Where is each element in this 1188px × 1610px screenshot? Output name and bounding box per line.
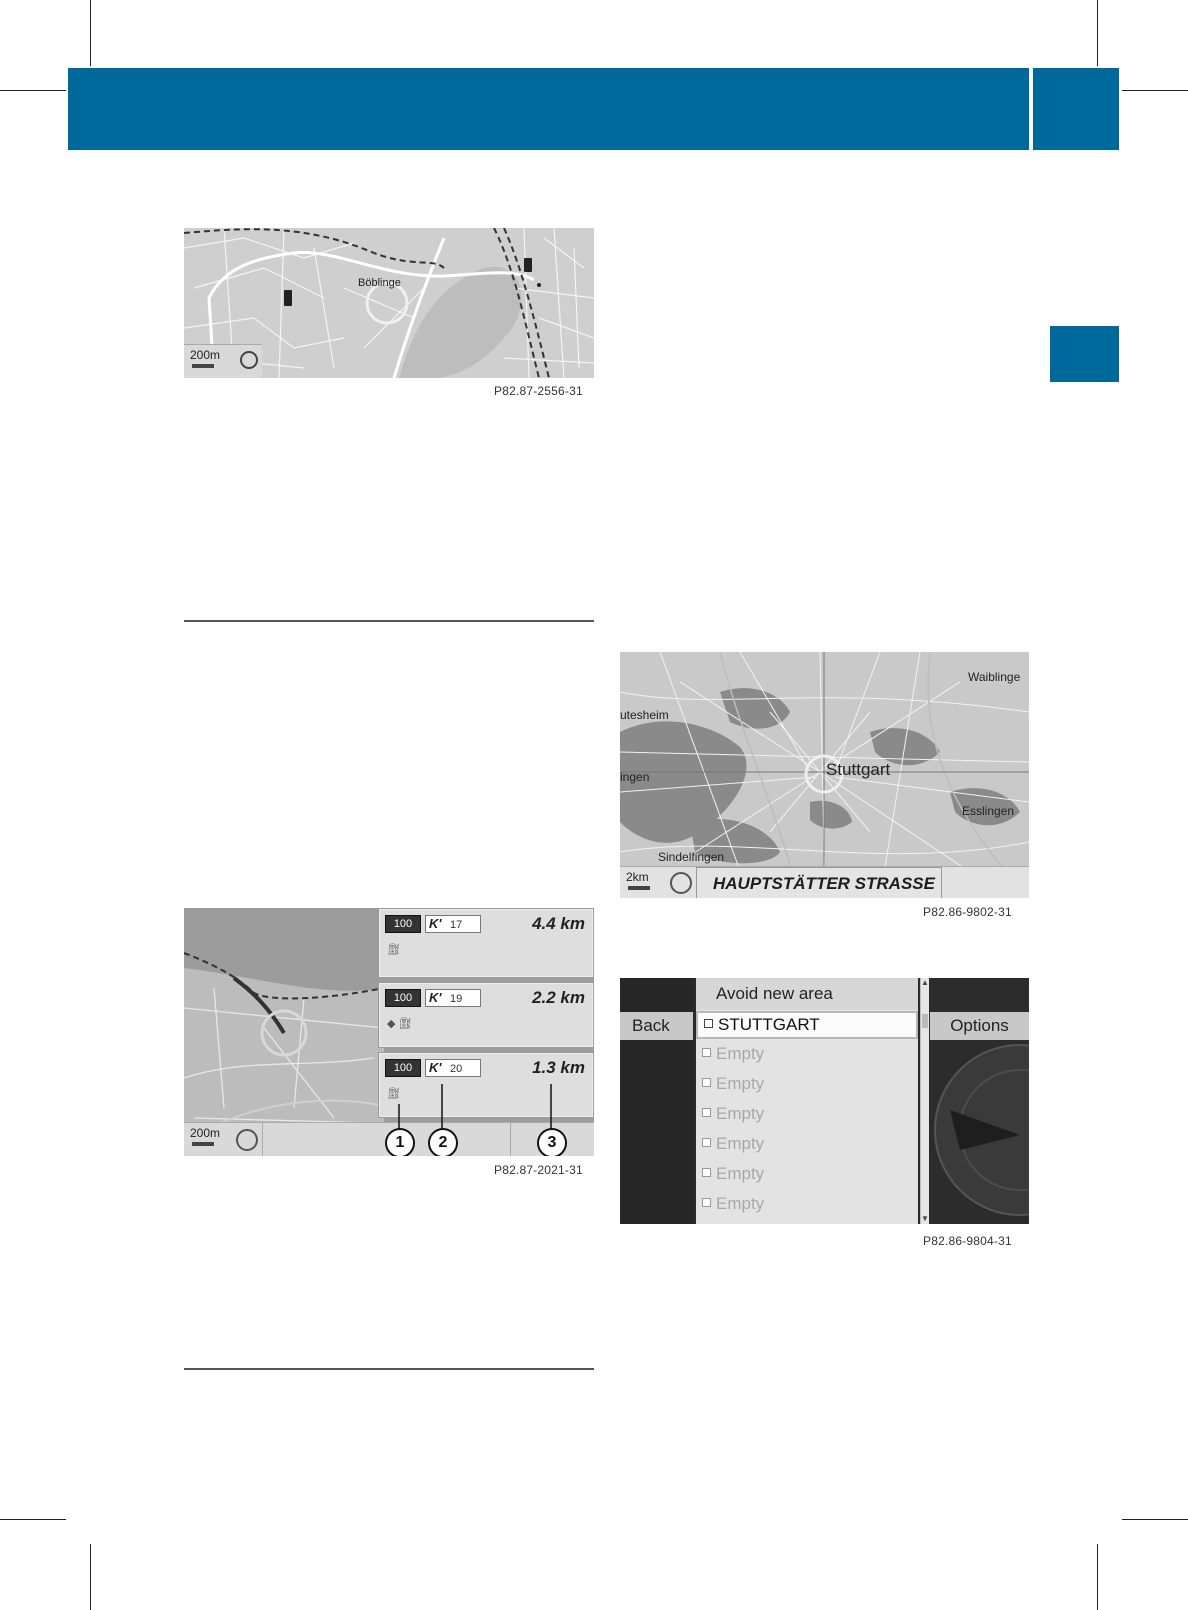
figure-caption: P82.86-9802-31 — [923, 905, 1012, 919]
crop-mark — [0, 90, 66, 91]
section-divider — [184, 1368, 594, 1370]
list-item[interactable] — [696, 1099, 918, 1129]
motorway-icon: K' — [429, 990, 442, 1005]
map-figure-stuttgart — [620, 652, 1029, 898]
motorway-icon: K' — [429, 916, 442, 931]
scroll-up-icon[interactable]: ▲ — [921, 978, 929, 987]
poi-icon: ⛽︎ — [387, 1088, 401, 1100]
distance-label: 2.2 km — [532, 988, 585, 1007]
figure-caption: P82.86-9804-31 — [923, 1234, 1012, 1248]
place-label: Stuttgart — [826, 760, 891, 779]
section-divider — [184, 620, 594, 622]
list-item-label: Empty — [716, 1044, 765, 1063]
place-label: ingen — [620, 770, 650, 784]
scale-bar — [628, 886, 650, 890]
place-label: Waiblinge — [968, 670, 1021, 684]
compass-dial-icon — [930, 1040, 1029, 1224]
map-status-bar — [620, 866, 1029, 898]
scale-panel — [184, 344, 262, 378]
checkbox-icon — [702, 1168, 711, 1177]
speed-limit-badge: 100 — [385, 1059, 421, 1077]
scrollbar[interactable] — [920, 978, 929, 1224]
callout-1: 1 — [385, 1128, 415, 1156]
list-item[interactable] — [696, 1039, 918, 1069]
callout-3: 3 — [537, 1128, 567, 1156]
list-item-selected[interactable] — [696, 1011, 918, 1039]
avoid-area-menu — [620, 978, 1029, 1224]
checkbox-icon — [702, 1048, 711, 1057]
crop-mark — [1122, 90, 1188, 91]
crop-mark — [0, 1519, 66, 1520]
scroll-thumb[interactable] — [922, 1014, 928, 1028]
chapter-tab — [1050, 326, 1119, 382]
menu-right-column — [930, 978, 1029, 1224]
figure-caption: P82.87-2021-31 — [494, 1163, 583, 1177]
callout-2: 2 — [428, 1128, 458, 1156]
motorway-icon: K' — [429, 1060, 442, 1075]
place-label: Böblinge — [358, 277, 401, 289]
road-number: 20 — [450, 1063, 463, 1075]
poi-icon: ◆ ⛽︎ — [387, 1018, 413, 1030]
crop-mark — [1097, 1544, 1098, 1610]
place-label: Esslingen — [962, 804, 1015, 818]
crop-mark — [90, 1544, 91, 1610]
checkbox-icon — [702, 1078, 711, 1087]
heading-icon — [240, 351, 258, 369]
scale-label: 2km — [626, 870, 649, 884]
scale-bar — [192, 364, 214, 368]
fuel-station-icon — [284, 290, 292, 306]
list-item-label: Empty — [716, 1194, 765, 1213]
list-item-label: Empty — [716, 1104, 765, 1123]
header-bar — [68, 68, 1029, 150]
back-button[interactable]: Back — [620, 1012, 693, 1040]
scale-label: 200m — [190, 1126, 221, 1140]
checkbox-icon — [704, 1019, 713, 1028]
header-tab — [1033, 68, 1119, 150]
checkbox-icon — [702, 1108, 711, 1117]
poi-icon: ⛽︎ — [387, 944, 401, 956]
fuel-station-icon — [524, 258, 532, 272]
speed-limit-badge: 100 — [385, 915, 421, 933]
map-figure-route — [184, 908, 594, 1156]
list-item-label: Empty — [716, 1134, 765, 1153]
crop-mark — [90, 0, 91, 66]
callout-lines — [184, 908, 594, 1156]
crop-mark — [1097, 0, 1098, 66]
list-item-label: STUTTGART — [718, 1015, 820, 1034]
current-street-label: HAUPTSTÄTTER STRASSE — [696, 867, 942, 898]
distance-label: 1.3 km — [532, 1058, 585, 1077]
list-item-label: Empty — [716, 1074, 765, 1093]
list-item[interactable] — [696, 1189, 918, 1219]
list-item-label: Empty — [716, 1164, 765, 1183]
crop-mark — [1122, 1519, 1188, 1520]
figure-caption: P82.87-2556-31 — [494, 384, 583, 398]
options-button[interactable]: Options — [930, 1012, 1029, 1040]
distance-label: 4.4 km — [532, 914, 585, 933]
menu-left-column — [620, 978, 693, 1224]
list-item[interactable] — [696, 1159, 918, 1189]
menu-title: Avoid new area — [696, 978, 918, 1010]
checkbox-icon — [702, 1198, 711, 1207]
checkbox-icon — [702, 1138, 711, 1147]
list-item[interactable] — [696, 1129, 918, 1159]
list-item[interactable] — [696, 1069, 918, 1099]
speed-limit-badge: 100 — [385, 989, 421, 1007]
road-number: 17 — [450, 919, 463, 931]
road-number: 19 — [450, 993, 463, 1005]
place-label: utesheim — [620, 708, 669, 722]
compass-icon — [670, 872, 692, 894]
area-list — [696, 978, 918, 1224]
place-label: Sindelfingen — [658, 850, 725, 864]
scale-label: 200m — [190, 348, 221, 362]
map-figure-fuel — [184, 228, 594, 378]
scroll-down-icon[interactable]: ▼ — [921, 1214, 929, 1223]
